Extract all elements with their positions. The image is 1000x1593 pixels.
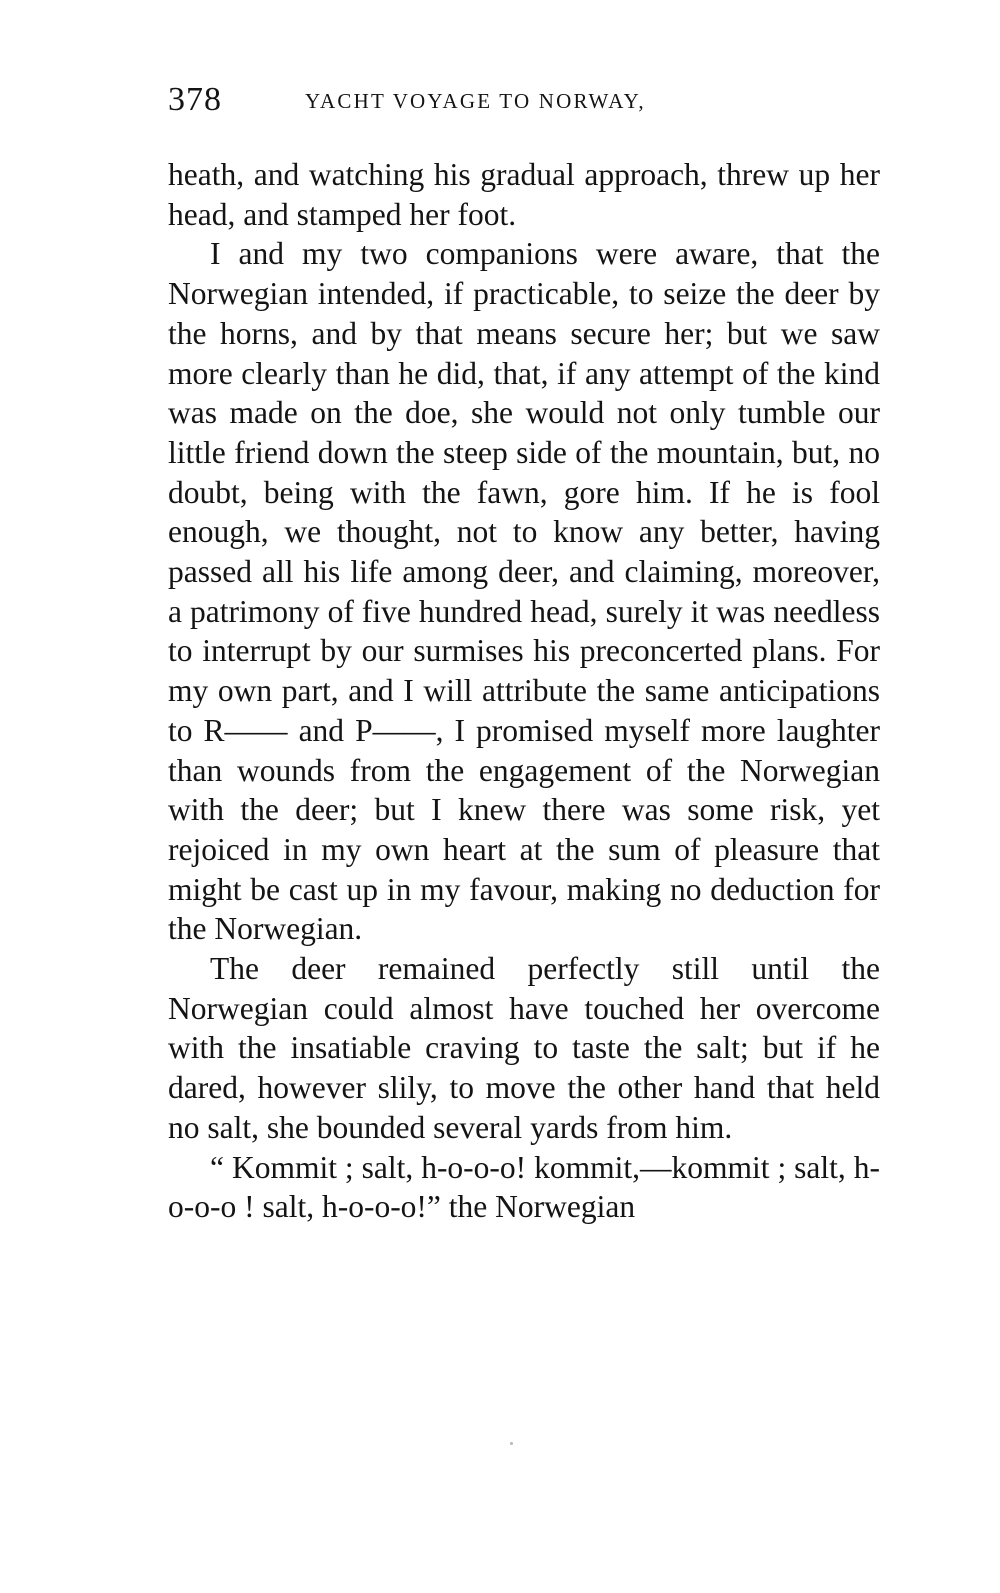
paragraph-kommit-call: “ Kommit ; salt, h-o-o-o! kommit,—kommit ; salt, h-o-o-o ! salt, h-o-o-o!” the Norwegian [168,1149,880,1225]
paragraph-deer-still: The deer remained perfectly still until the Norwegian could almost have touched her overcome with the insatiable craving to taste the salt; but if he dared, however slily, to move the other hand that held no salt, she bounded several yards from him. [168,951,880,1145]
page-number: 378 [168,81,222,118]
print-speck [510,1442,513,1445]
paragraph-continuation: heath, and watching his gradual approach, threw up her head, and stamped her foot. [168,157,880,232]
paragraph-deer-plan: I and my two companions were aware, that the Norwegian intended, if practicable, to seize the deer by the horns, and by that means secure her; but we saw more clearly than he did, that, if any attempt of the kind was made on the doe, she would not only tumble our little friend down the steep side of the mountain, but, no doubt, being with the fawn, gore him. If he is fool enough, we thought, not to know any better, having passed all his life among deer, and claiming, moreover, a patrimony of five hundred head, surely it was needless to interrupt by our surmises his preconcerted plans. For my own part, and I will attribute the same anticipations to R—— and P——, I promised myself more laughter than wounds from the engagement of the Norwegian with the deer; but I knew there was some risk, yet rejoiced in my own heart at the sum of pleasure that might be cast up in my favour, making no deduction for the Norwegian. [168,236,880,947]
running-head: YACHT VOYAGE TO NORWAY, [305,89,646,113]
page-header [168,80,888,120]
body-text [168,155,880,1227]
